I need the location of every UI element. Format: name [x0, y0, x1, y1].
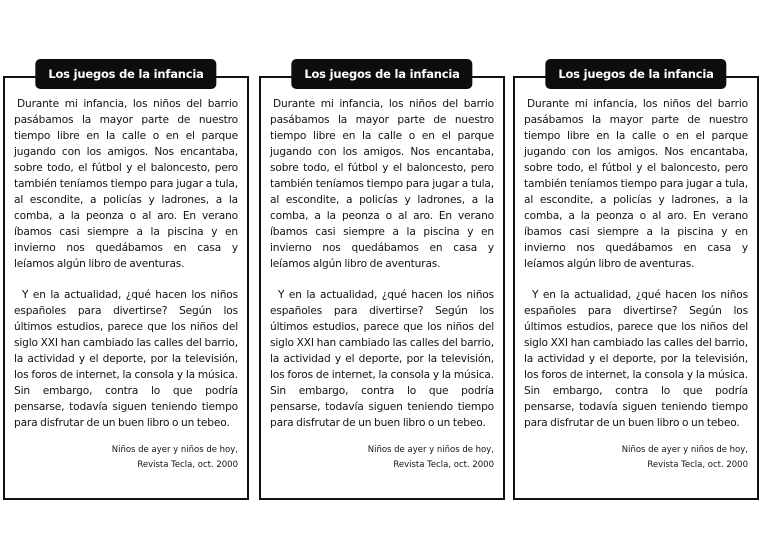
- article-source: [270, 443, 494, 473]
- source-line-1: Niños de ayer y niños de hoy,: [621, 445, 748, 455]
- article-title: Los juegos de la infancia: [545, 59, 726, 89]
- article-body: [14, 96, 238, 473]
- article-paragraph-1: Durante mi infancia, los niños del barrio pasábamos la mayor parte de nuestro tiempo libre en la calle o en el parque jugando con los amigos. Nos encantaba, sobre todo, el fútbol y el baloncesto, pero también teníamos tiempo para jugar a tula, al escondite, a policías y ladrones, a la comba, a la peonza o al aro. En verano íbamos casi siempre a la piscina y en invierno nos quedábamos en casa y leíamos algún libro de aventuras.: [14, 98, 238, 270]
- article-body: [270, 96, 494, 473]
- article-card-3: [513, 67, 759, 500]
- article-paragraph-2: Y en la actualidad, ¿qué hacen los niños españoles para divertirse? Según los últimos estudios, parece que los niños del siglo XXI han cambiado las calles del barrio, la actividad y el deporte, por la televisión, los foros de internet, la consola y la música. Sin embargo, contra lo que podría pensarse, todavía siguen teniendo tiempo para disfrutar de un buen libro o un tebeo.: [270, 289, 494, 429]
- source-line-2: Revista Tecla, oct. 2000: [393, 460, 494, 470]
- article-paragraph-2: Y en la actualidad, ¿qué hacen los niños españoles para divertirse? Según los últimos estudios, parece que los niños del siglo XXI han cambiado las calles del barrio, la actividad y el deporte, por la televisión, los foros de internet, la consola y la música. Sin embargo, contra lo que podría pensarse, todavía siguen teniendo tiempo para disfrutar de un buen libro o un tebeo.: [524, 289, 748, 429]
- article-source: [524, 443, 748, 473]
- source-line-1: Niños de ayer y niños de hoy,: [111, 445, 238, 455]
- article-source: [14, 443, 238, 473]
- article-title: Los juegos de la infancia: [35, 59, 216, 89]
- source-line-1: Niños de ayer y niños de hoy,: [367, 445, 494, 455]
- article-card-2: [259, 67, 505, 500]
- article-paragraph-2: Y en la actualidad, ¿qué hacen los niños españoles para divertirse? Según los últimos estudios, parece que los niños del siglo XXI han cambiado las calles del barrio, la actividad y el deporte, por la televisión, los foros de internet, la consola y la música. Sin embargo, contra lo que podría pensarse, todavía siguen teniendo tiempo para disfrutar de un buen libro o un tebeo.: [14, 289, 238, 429]
- source-line-2: Revista Tecla, oct. 2000: [647, 460, 748, 470]
- article-paragraph-1: Durante mi infancia, los niños del barrio pasábamos la mayor parte de nuestro tiempo libre en la calle o en el parque jugando con los amigos. Nos encantaba, sobre todo, el fútbol y el baloncesto, pero también teníamos tiempo para jugar a tula, al escondite, a policías y ladrones, a la comba, a la peonza o al aro. En verano íbamos casi siempre a la piscina y en invierno nos quedábamos en casa y leíamos algún libro de aventuras.: [524, 98, 748, 270]
- article-title: Los juegos de la infancia: [291, 59, 472, 89]
- source-line-2: Revista Tecla, oct. 2000: [137, 460, 238, 470]
- article-card-1: [3, 67, 249, 500]
- article-body: [524, 96, 748, 473]
- article-paragraph-1: Durante mi infancia, los niños del barrio pasábamos la mayor parte de nuestro tiempo libre en la calle o en el parque jugando con los amigos. Nos encantaba, sobre todo, el fútbol y el baloncesto, pero también teníamos tiempo para jugar a tula, al escondite, a policías y ladrones, a la comba, a la peonza o al aro. En verano íbamos casi siempre a la piscina y en invierno nos quedábamos en casa y leíamos algún libro de aventuras.: [270, 98, 494, 270]
